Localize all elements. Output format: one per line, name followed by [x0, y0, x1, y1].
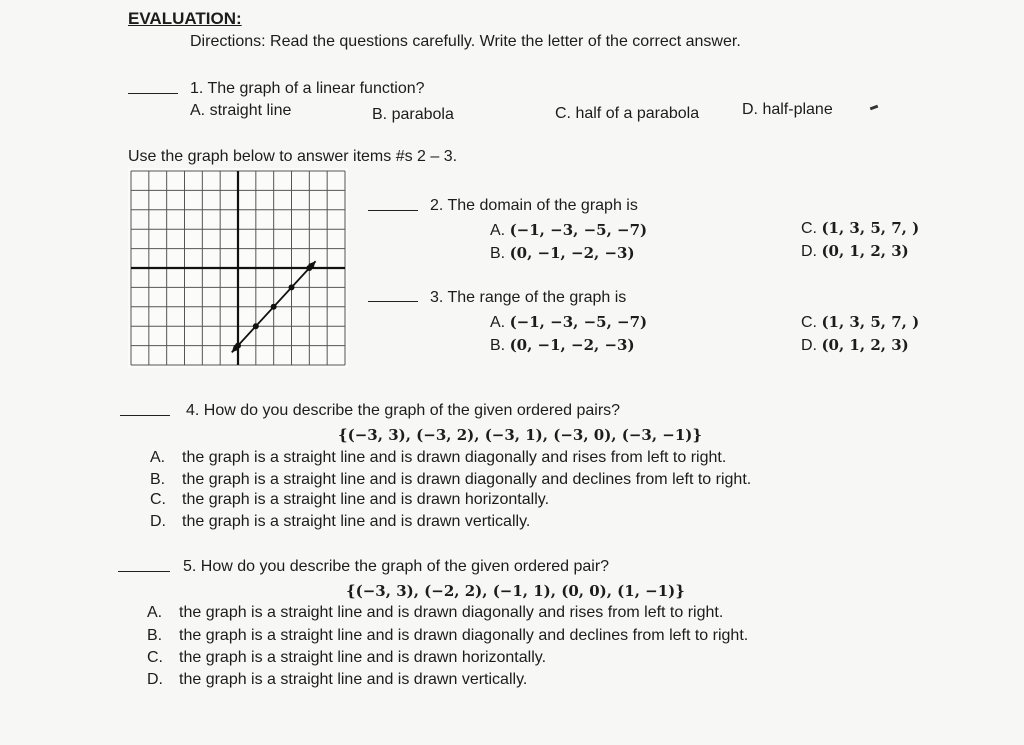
q3-option-d [801, 336, 909, 355]
q3-c-value: (1, 3, 5, 7, ) [821, 313, 920, 331]
q5-option-d [147, 671, 527, 689]
q4-option-b [150, 471, 751, 489]
q5-d-text: the graph is a straight line and is drawn vertically. [179, 671, 528, 688]
q4-b-text: the graph is a straight line and is drawn diagonally and declines from left to right. [182, 471, 752, 488]
q5-option-a [147, 604, 723, 622]
graph-instruction: Use the graph below to answer items #s 2 – 3. [128, 148, 458, 165]
answer-blank-4[interactable] [120, 415, 170, 416]
grid-svg [128, 168, 348, 368]
q3-b-value: (0, −1, −2, −3) [509, 336, 635, 354]
q4-a-text: the graph is a straight line and is drawn diagonally and rises from left to right. [182, 449, 727, 466]
q5-b-letter: B. [147, 627, 163, 644]
question-3-stem: 3. The range of the graph is [430, 289, 627, 306]
q2-b-letter: B. [490, 245, 506, 262]
q5-c-text: the graph is a straight line and is drawn horizontally. [179, 649, 547, 666]
coordinate-grid [128, 168, 348, 368]
q2-option-d [801, 242, 909, 261]
q4-a-letter: A. [150, 449, 166, 466]
q4-option-c [150, 491, 549, 509]
pencil-mark [870, 105, 879, 111]
q3-option-b [490, 336, 635, 355]
answer-blank-2[interactable] [368, 210, 418, 211]
q5-option-b [147, 627, 748, 645]
q2-option-a [490, 221, 647, 240]
q5-ordered-pairs: {(−3, 3), (−2, 2), (−1, 1), (0, 0), (1, −1)} [346, 582, 685, 600]
q4-c-text: the graph is a straight line and is drawn horizontally. [182, 491, 550, 508]
data-point [306, 265, 312, 271]
q3-d-value: (0, 1, 2, 3) [821, 336, 909, 354]
q4-d-letter: D. [150, 513, 166, 530]
q2-a-letter: A. [490, 222, 506, 239]
q5-b-text: the graph is a straight line and is drawn diagonally and declines from left to right. [179, 627, 749, 644]
q5-c-letter: C. [147, 649, 163, 666]
data-point [253, 323, 259, 329]
answer-blank-3[interactable] [368, 301, 418, 302]
q1-option-c: C. half of a parabola [555, 105, 700, 122]
q2-d-letter: D. [801, 243, 817, 260]
q4-d-text: the graph is a straight line and is drawn vertically. [182, 513, 531, 530]
q1-option-d: D. half-plane [742, 101, 833, 118]
q5-d-letter: D. [147, 671, 163, 688]
q2-option-c [801, 219, 919, 238]
q2-c-value: (1, 3, 5, 7, ) [821, 219, 920, 237]
evaluation-title: EVALUATION: [128, 9, 242, 28]
q2-b-value: (0, −1, −2, −3) [509, 244, 635, 262]
directions-text: Directions: Read the questions carefully. Write the letter of the correct answer. [190, 33, 741, 50]
q2-option-b [490, 244, 635, 263]
q2-a-value: (−1, −3, −5, −7) [509, 221, 648, 239]
q3-option-c [801, 313, 919, 332]
q3-b-letter: B. [490, 337, 506, 354]
answer-blank-1[interactable] [128, 93, 178, 94]
question-2-stem: 2. The domain of the graph is [430, 197, 638, 214]
q4-c-letter: C. [150, 491, 166, 508]
q3-a-letter: A. [490, 314, 506, 331]
q2-d-value: (0, 1, 2, 3) [821, 242, 909, 260]
q4-option-d [150, 513, 530, 531]
data-point [235, 343, 241, 349]
q2-c-letter: C. [801, 220, 817, 237]
q3-option-a [490, 313, 647, 332]
data-point [289, 284, 295, 290]
q3-a-value: (−1, −3, −5, −7) [509, 313, 648, 331]
answer-blank-5[interactable] [118, 571, 170, 572]
question-4-stem: 4. How do you describe the graph of the given ordered pairs? [186, 402, 621, 419]
q4-option-a [150, 449, 726, 467]
q3-d-letter: D. [801, 337, 817, 354]
data-point [271, 304, 277, 310]
q1-option-a: A. straight line [190, 102, 292, 119]
q4-b-letter: B. [150, 471, 166, 488]
q5-a-letter: A. [147, 604, 163, 621]
q1-option-b: B. parabola [372, 106, 454, 123]
q5-option-c [147, 649, 546, 667]
q4-ordered-pairs: {(−3, 3), (−3, 2), (−3, 1), (−3, 0), (−3, −1)} [338, 426, 703, 444]
question-1-stem: 1. The graph of a linear function? [190, 80, 425, 97]
q3-c-letter: C. [801, 314, 817, 331]
question-5-stem: 5. How do you describe the graph of the given ordered pair? [183, 558, 610, 575]
q5-a-text: the graph is a straight line and is drawn diagonally and rises from left to right. [179, 604, 724, 621]
